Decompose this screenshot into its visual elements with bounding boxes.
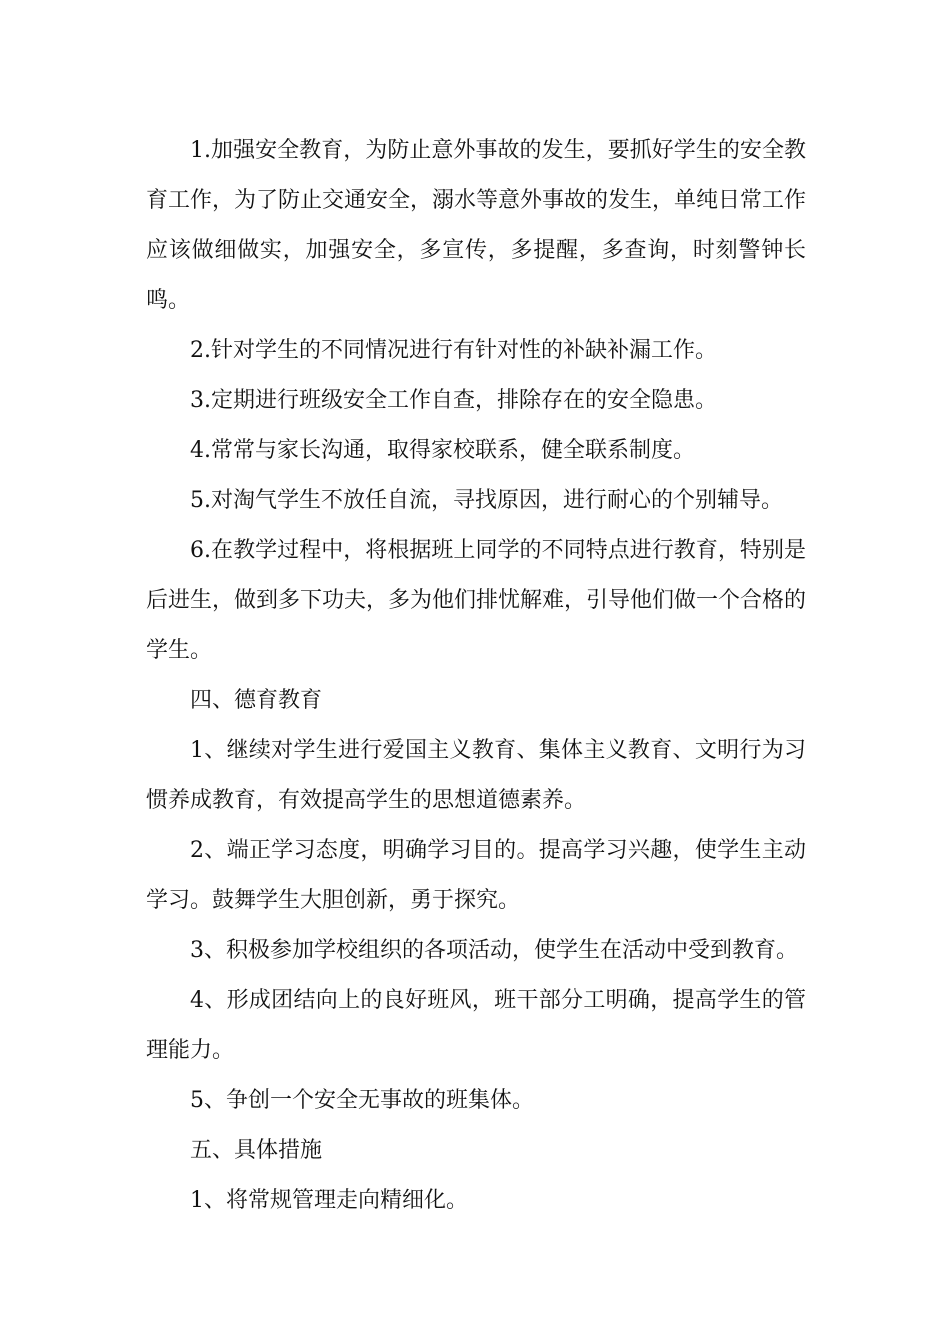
paragraph-school-activities: 3、积极参加学校组织的各项活动，使学生在活动中受到教育。 bbox=[190, 938, 798, 963]
paragraph-safety-education: 1.加强安全教育，为防止意外事故的发生，要抓好学生的安全教育工作，为了防止交通安全，溺水等意外事故的发生，单纯日常工作应该做细做实，加强安全，多宣传，多提醒，多查询，时刻警钟长鸣。 bbox=[146, 138, 807, 313]
paragraph-learning-attitude: 2、端正学习态度，明确学习目的。提高学习兴趣，使学生主动学习。鼓舞学生大胆创新，勇于探究。 bbox=[146, 838, 806, 913]
section-heading-moral-education: 四、德育教育 bbox=[190, 688, 323, 713]
paragraph-individual-tutoring: 5.对淘气学生不放任自流，寻找原因，进行耐心的个别辅导。 bbox=[190, 488, 783, 513]
paragraph-patriotic-education: 1、继续对学生进行爱国主义教育、集体主义教育、文明行为习惯养成教育，有效提高学生的思想道德素养。 bbox=[146, 738, 806, 813]
paragraph-safe-class: 5、争创一个安全无事故的班集体。 bbox=[190, 1088, 534, 1113]
paragraph-teaching-process: 6.在教学过程中，将根据班上同学的不同特点进行教育，特别是后进生，做到多下功夫，多为他们排忧解难，引导他们做一个合格的学生。 bbox=[146, 538, 807, 663]
document-body bbox=[146, 126, 806, 1226]
paragraph-class-spirit: 4、形成团结向上的良好班风，班干部分工明确，提高学生的管理能力。 bbox=[146, 988, 806, 1063]
paragraph-routine-management: 1、将常规管理走向精细化。 bbox=[190, 1188, 468, 1213]
section-heading-specific-measures: 五、具体措施 bbox=[190, 1138, 323, 1163]
paragraph-parent-communication: 4.常常与家长沟通，取得家校联系，健全联系制度。 bbox=[190, 438, 695, 463]
paragraph-remedial-work: 2.针对学生的不同情况进行有针对性的补缺补漏工作。 bbox=[190, 338, 717, 363]
paragraph-safety-inspection: 3.定期进行班级安全工作自查，排除存在的安全隐患。 bbox=[190, 388, 717, 413]
